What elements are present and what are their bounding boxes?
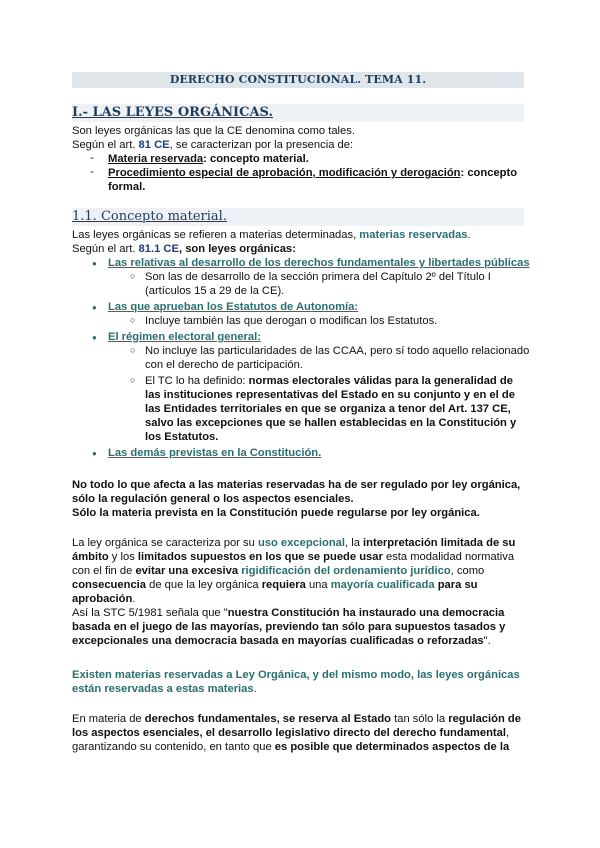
bullet-icon: ●: [92, 303, 97, 312]
circle-icon: ○: [130, 375, 136, 385]
para-derechos-line-1: En materia de derechos fundamentales, se reserva al Estado tan sólo la regulación de: [72, 713, 521, 725]
bullet-icon: ●: [92, 333, 97, 342]
section-heading-concepto-material: 1.1. Concepto material.: [72, 208, 524, 226]
bullet-estatutos-autonomia: Las que aprueban los Estatutos de Autonomía:: [108, 301, 359, 313]
para-stc-line-3: excepcionales una democracia basada en mayorías cualificadas o reforzadas".: [72, 635, 491, 647]
dash-marker: -: [90, 166, 94, 178]
para-derechos-line-2: los aspectos esenciales, el desarrollo legislativo directo del derecho fundamental,: [72, 727, 510, 739]
para-derechos-line-3: garantizando su contenido, en tanto que es posible que determinados aspectos de la: [72, 741, 510, 753]
dash-marker: -: [90, 152, 94, 164]
para-uso-line-2: ámbito y los limitados supuestos en los que se puede usar esta modalidad normativa: [72, 551, 515, 563]
para-uso-line-4: consecuencia de que la ley orgánica requiera una mayoría cualificada para su: [72, 579, 478, 591]
bullet-derechos-fundamentales: Las relativas al desarrollo de los derechos fundamentales y libertades públicas: [108, 257, 530, 269]
sub-bullet-seccion-primera: Son las de desarrollo de la sección primera del Capítulo 2º del Título I: [145, 271, 491, 283]
bullet-icon: ●: [92, 259, 97, 268]
circle-icon: ○: [130, 315, 136, 325]
sub-bullet-ccaa: No incluye las particularidades de las CCAA, pero sí todo aquello relacionado: [145, 345, 530, 357]
sub-bullet-tc-line-5: los Estatutos.: [145, 431, 219, 443]
para-reserva-line-1: Existen materias reservadas a Ley Orgánica, y del mismo modo, las leyes orgánicas: [72, 669, 520, 681]
para-uso-line-5: aprobación.: [72, 593, 136, 605]
bullet-regimen-electoral: El régimen electoral general:: [108, 331, 261, 343]
circle-icon: ○: [130, 271, 136, 281]
sub-bullet-ccaa-cont: con el derecho de participación.: [145, 359, 303, 371]
para-materias-line-2: sólo la regulación general o los aspectos esenciales.: [72, 493, 354, 505]
sub-bullet-seccion-primera-cont: (artículos 15 a 29 de la CE).: [145, 285, 285, 297]
para-reserva-line-2: están reservadas a estas materias.: [72, 683, 257, 695]
section-heading-leyes-organicas: I.- LAS LEYES ORGÁNICAS.: [72, 104, 524, 122]
list-item-procedimiento: Procedimiento especial de aprobación, modificación y derogación: concepto: [108, 167, 518, 179]
intro-line-2: Según el art. 81 CE, se caracterizan por la presencia de:: [72, 139, 354, 151]
sub-bullet-tc-line-2: las instituciones representativas del Estado en su conjunto y en el de: [145, 389, 515, 401]
para-uso-line-1: La ley orgánica se caracteriza por su uso excepcional, la interpretación limitada de su: [72, 537, 516, 549]
sub-bullet-estatutos: Incluye también las que derogan o modifican los Estatutos.: [145, 315, 438, 327]
para-materias-line-1: No todo lo que afecta a las materias reservadas ha de ser regulado por ley orgánica,: [72, 479, 521, 491]
para-materias-line-3: Sólo la materia prevista en la Constitución puede regularse por ley orgánica.: [72, 507, 480, 519]
sub-bullet-tc-line-3: las Entidades territoriales en que se organiza a tenor del Art. 137 CE,: [145, 403, 511, 415]
list-item-materia-reservada: Materia reservada: concepto material.: [108, 153, 309, 165]
sub-bullet-tc-definicion: El TC lo ha definido: normas electorales válidas para la generalidad de: [145, 375, 513, 387]
para-stc-line-2: basada en el juego de las mayorías, previendo tan sólo para supuestos tasados y: [72, 621, 506, 633]
intro-line-1: Son leyes orgánicas las que la CE denomina como tales.: [72, 125, 355, 137]
list-item-procedimiento-cont: formal.: [108, 181, 146, 193]
concepto-line-1: Las leyes orgánicas se refieren a materias determinadas, materias reservadas.: [72, 229, 471, 241]
concepto-line-2: Según el art. 81.1 CE, son leyes orgánicas:: [72, 243, 296, 255]
document-title: DERECHO CONSTITUCIONAL. TEMA 11.: [72, 72, 524, 88]
para-uso-line-3: con el fin de evitar una excesiva rigidificación del ordenamiento jurídico, como: [72, 565, 485, 577]
para-stc-line-1: Así la STC 5/1981 señala que "nuestra Constitución ha instaurado una democracia: [72, 607, 505, 619]
bullet-demas-previstas: Las demás previstas en la Constitución.: [108, 447, 322, 459]
sub-bullet-tc-line-4: salvo las excepciones que se hallen establecidas en la Constitución y: [145, 417, 517, 429]
circle-icon: ○: [130, 345, 136, 355]
bullet-icon: ●: [92, 449, 97, 458]
